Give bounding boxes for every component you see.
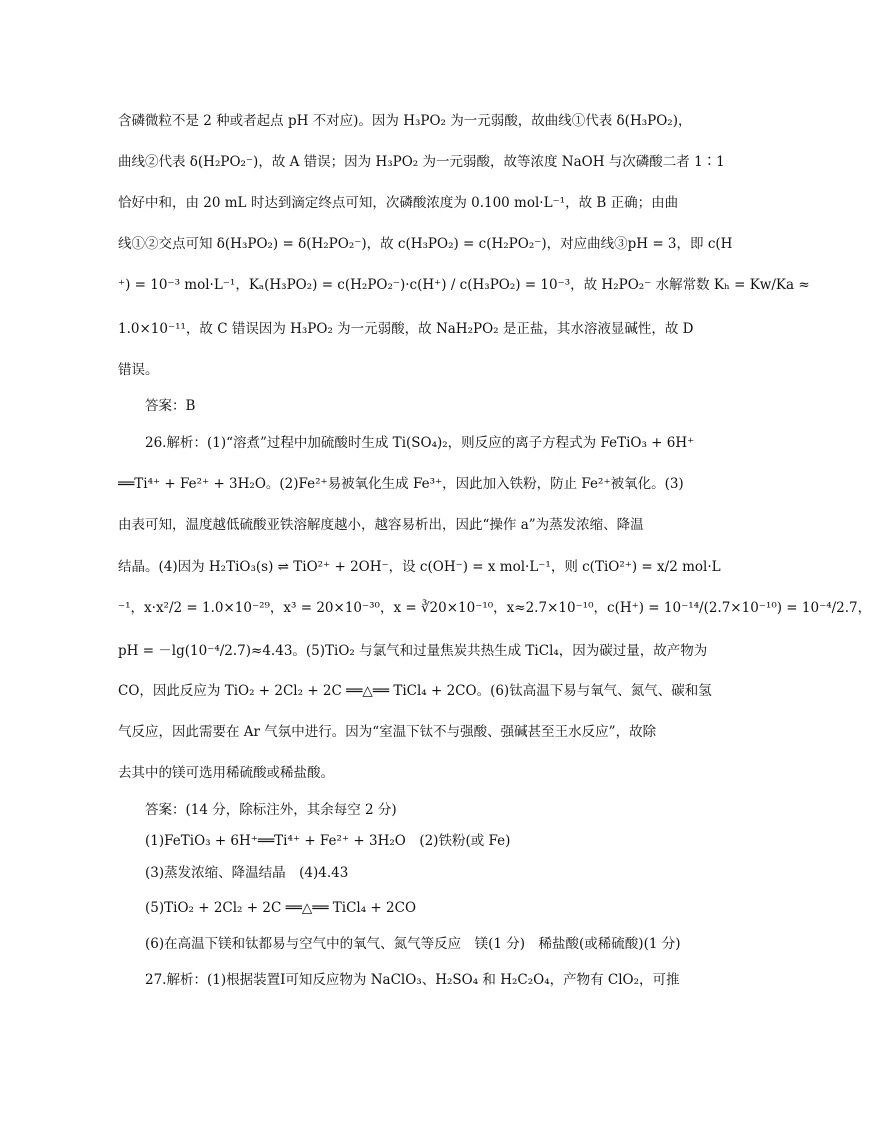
section-heading: 27.解析：(1)根据装置Ⅰ可知反应物为 NaClO₃、H₂SO₄ 和 H₂C₂O₄，产物有 ClO₂，可推 bbox=[145, 972, 680, 988]
text-line: 气反应，因此需要在 Ar 气氛中进行。因为“室温下钛不与强酸、强碱甚至王水反应”，故除 bbox=[118, 724, 657, 740]
text-line: 含磷微粒不是 2 种或者起点 pH 不对应)。因为 H₃PO₂ 为一元弱酸，故曲线①代表 δ(H₃PO₂)， bbox=[118, 113, 692, 129]
text-line: 结晶。(4)因为 H₂TiO₃(s) ⇌ TiO²⁺ + 2OH⁻，设 c(OH⁻) = x mol·L⁻¹，则 c(TiO²⁺) = x/2 mol·L bbox=[118, 559, 721, 575]
answer-line: 答案：(14 分，除标注外，其余每空 2 分) bbox=[145, 802, 397, 818]
answer-line: (5)TiO₂ + 2Cl₂ + 2C ══△══ TiCl₄ + 2CO bbox=[145, 900, 417, 916]
section-heading: 26.解析：(1)“溶煮”过程中加硫酸时生成 Ti(SO₄)₂，则反应的离子方程式为 FeTiO₃ + 6H⁺ bbox=[145, 435, 695, 451]
text-line: 线①②交点可知 δ(H₃PO₂) = δ(H₂PO₂⁻)，故 c(H₃PO₂) = c(H₂PO₂⁻)，对应曲线③pH = 3，即 c(H bbox=[118, 236, 733, 252]
text-line: ⁻¹，x·x²/2 = 1.0×10⁻²⁹，x³ = 20×10⁻³⁰，x = ∛20×10⁻¹⁰，x≈2.7×10⁻¹⁰，c(H⁺) = 10⁻¹⁴/(2.7×10⁻¹⁰) = 10⁻⁴/2.7， bbox=[118, 600, 871, 616]
text-line: 恰好中和，由 20 mL 时达到滴定终点可知，次磷酸浓度为 0.100 mol·L⁻¹，故 B 正确；由曲 bbox=[118, 195, 679, 211]
answer-line: 答案：B bbox=[145, 398, 196, 414]
text-line: 去其中的镁可选用稀硫酸或稀盐酸。 bbox=[118, 765, 334, 781]
text-line: ⁺) = 10⁻³ mol·L⁻¹，Kₐ(H₃PO₂) = c(H₂PO₂⁻)·c(H⁺) / c(H₃PO₂) = 10⁻³，故 H₂PO₂⁻ 水解常数 Kₕ = Kw/Ka ≈ bbox=[118, 277, 810, 293]
text-line: CO，因此反应为 TiO₂ + 2Cl₂ + 2C ══△══ TiCl₄ + 2CO。(6)钛高温下易与氧气、氮气、碳和氢 bbox=[118, 683, 712, 699]
text-line: 曲线②代表 δ(H₂PO₂⁻)，故 A 错误；因为 H₃PO₂ 为一元弱酸，故等浓度 NaOH 与次磷酸二者 1∶1 bbox=[118, 154, 725, 170]
text-line: ══Ti⁴⁺ + Fe²⁺ + 3H₂O。(2)Fe²⁺易被氧化生成 Fe³⁺，因此加入铁粉，防止 Fe²⁺被氧化。(3) bbox=[118, 476, 684, 492]
text-line: pH = －lg(10⁻⁴/2.7)≈4.43。(5)TiO₂ 与氯气和过量焦炭共热生成 TiCl₄，因为碳过量，故产物为 bbox=[118, 643, 708, 659]
answer-line: (3)蒸发浓缩、降温结晶 (4)4.43 bbox=[145, 865, 349, 881]
answer-line: (6)在高温下镁和钛都易与空气中的氧气、氮气等反应 镁(1 分) 稀盐酸(或稀硫酸)(1 分) bbox=[145, 936, 681, 952]
answer-line: (1)FeTiO₃ + 6H⁺══Ti⁴⁺ + Fe²⁺ + 3H₂O (2)铁粉(或 Fe) bbox=[145, 833, 511, 849]
text-line: 错误。 bbox=[118, 362, 159, 378]
text-line: 由表可知，温度越低硫酸亚铁溶解度越小，越容易析出，因此“操作 a”为蒸发浓缩、降温 bbox=[118, 517, 644, 533]
text-line: 1.0×10⁻¹¹，故 C 错误因为 H₃PO₂ 为一元弱酸，故 NaH₂PO₂ 是正盐，其水溶液显碱性，故 D bbox=[118, 321, 694, 337]
